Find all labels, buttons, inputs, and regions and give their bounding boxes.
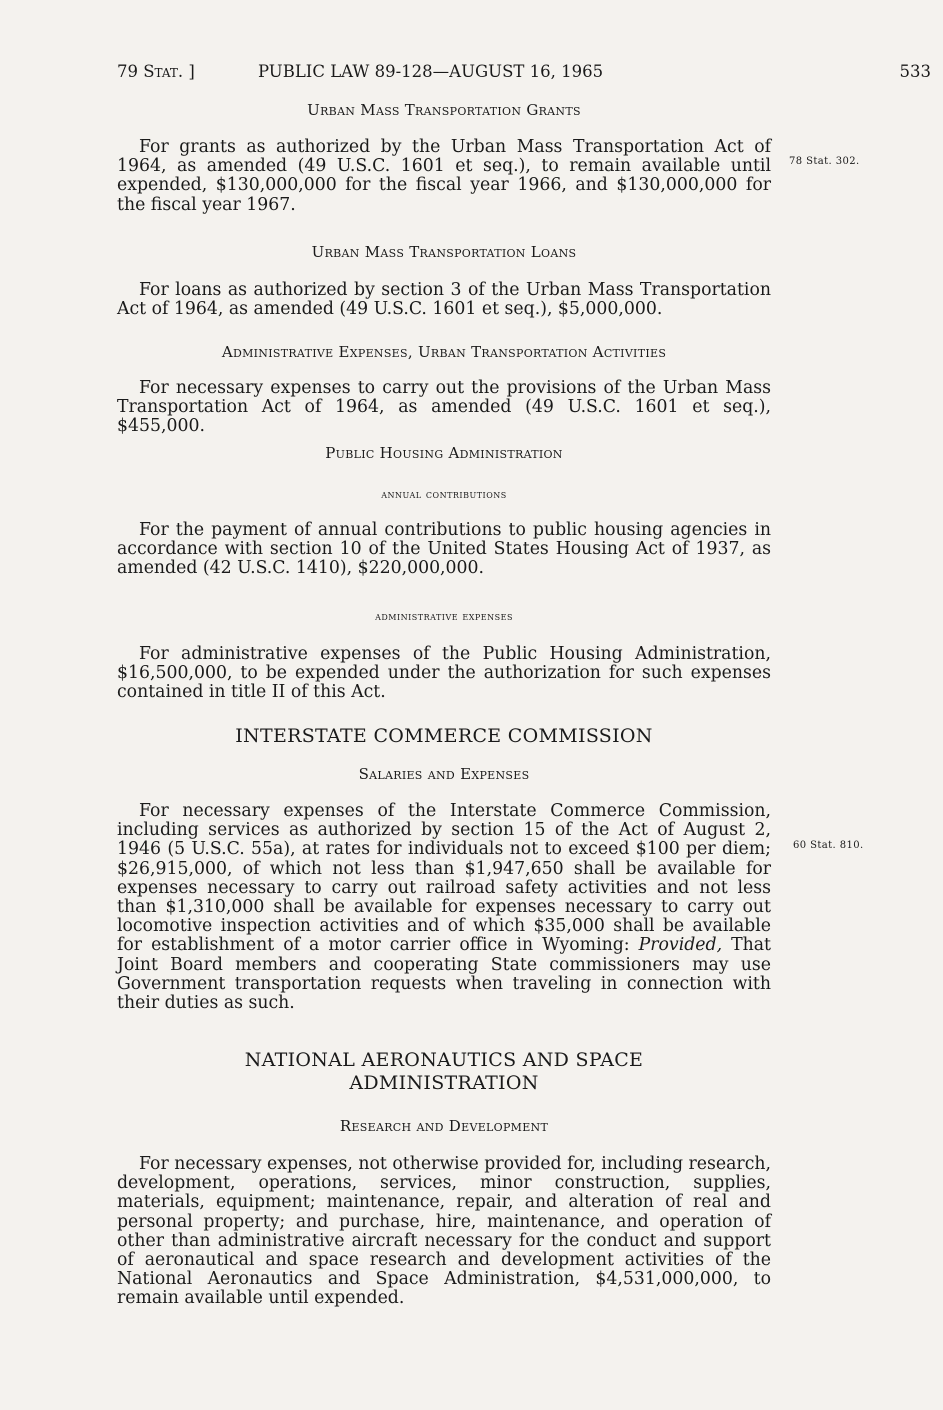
- paragraph-nasa: [117, 1155, 771, 1309]
- heading-nasa-research: Research and Development: [339, 1117, 549, 1135]
- icc-text-provided: Provided,: [638, 935, 723, 956]
- paragraph-icc: [117, 802, 771, 1013]
- volume-reference: 79 Stat. ]: [117, 62, 195, 81]
- heading-nasa-line1: NATIONAL AERONAUTICS AND SPACE: [244, 1049, 644, 1071]
- paragraph-text: For necessary expenses to carry out the provisions of the Urban Mass Transportation Act of 1964, as amended (49 U.S.C. 1601 et seq.), $455,000.: [117, 378, 771, 437]
- paragraph-umt-loans: [117, 281, 771, 319]
- heading-icc: INTERSTATE COMMERCE COMMISSION: [235, 725, 653, 747]
- paragraph-umt-grants: [117, 138, 771, 215]
- heading-pha-admin-expenses: administrative expenses: [375, 609, 513, 623]
- icc-text-main: For necessary expenses of the Interstate Commerce Commission, including services as authorized by section 15 of the Act of August 2, 1946 (5 U.S.C. 55a), at rates for individuals not to exceed $100 per diem; $26,915,000, of which not less than $1,947,650 shall be available for expenses necessary to carry out railroad safety activities and not less than $1,310,000 shall be available for expenses necessary to carry out locomotive inspection activities and of which $35,000 shall be available for establishment of a motor carrier office in Wyoming:: [117, 801, 771, 956]
- paragraph-text: For the payment of annual contributions to public housing agencies in accordance with section 10 of the United States Housing Act of 1937, as amended (42 U.S.C. 1410), $220,000,000.: [117, 520, 771, 579]
- margin-note-78-stat: 78 Stat. 302.: [789, 156, 860, 167]
- heading-umt-grants: Urban Mass Transportation Grants: [307, 101, 581, 119]
- paragraph-text: For grants as authorized by the Urban Mass Transportation Act of 1964, as amended (49 U.S.C. 1601 et seq.), to remain available until expended, $130,000,000 for the fiscal year 1966, and $130,000,000 for the fiscal year 1967.: [117, 137, 771, 215]
- paragraph-text: For necessary expenses, not otherwise provided for, including research, development, operations, services, minor construction, supplies, materials, equipment; maintenance, repair, and alteration of real and personal property; and purchase, hire, maintenance, and operation of other than administrative aircraft necessary for the conduct and support of aeronautical and space research and development activities of the National Aeronautics and Space Administration, $4,531,000,000, to remain available until expended.: [117, 1154, 771, 1309]
- page-title: PUBLIC LAW 89-128—AUGUST 16, 1965: [258, 62, 604, 81]
- margin-note-60-stat: 60 Stat. 810.: [793, 840, 864, 851]
- paragraph-pha-admin-expenses: [117, 645, 771, 703]
- icc-text-end: That Joint Board members and cooperating State commissioners may use Government transportation requests when traveling in connection with their duties as such.: [117, 935, 771, 1014]
- page-number: 533: [899, 62, 931, 81]
- heading-umt-loans: Urban Mass Transportation Loans: [311, 243, 577, 261]
- paragraph-text: [117, 802, 771, 1013]
- heading-nasa-line2: ADMINISTRATION: [349, 1072, 539, 1094]
- heading-nasa: [117, 1049, 771, 1095]
- paragraph-text: For loans as authorized by section 3 of the Urban Mass Transportation Act of 1964, as amended (49 U.S.C. 1601 et seq.), $5,000,000.: [117, 280, 771, 320]
- paragraph-admin-expenses-uta: [117, 379, 771, 437]
- heading-pha: Public Housing Administration: [325, 444, 563, 462]
- heading-icc-salaries: Salaries and Expenses: [358, 765, 530, 783]
- heading-admin-expenses-uta: Administrative Expenses, Urban Transportation Activities: [221, 343, 667, 361]
- paragraph-text: For administrative expenses of the Public Housing Administration, $16,500,000, to be expended under the authorization for such expenses contained in title II of this Act.: [117, 644, 771, 703]
- paragraph-annual-contributions: [117, 521, 771, 579]
- heading-annual-contributions: annual contributions: [381, 487, 507, 501]
